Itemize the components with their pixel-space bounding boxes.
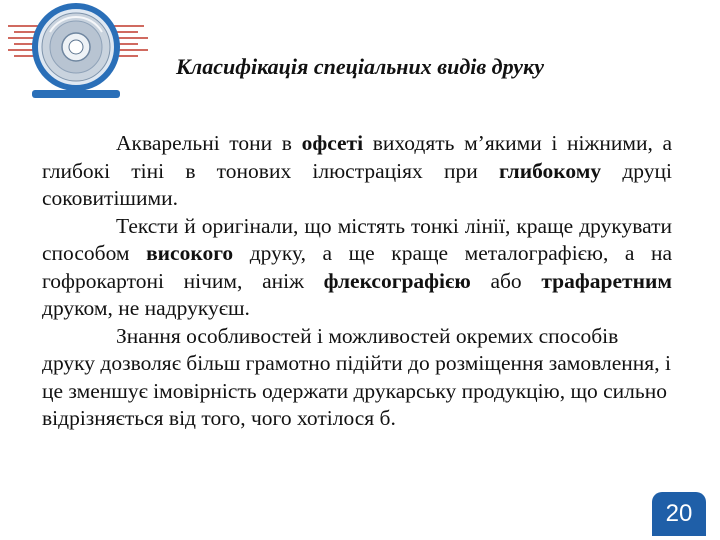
text-run: або xyxy=(470,268,542,293)
paragraph-offset-gravure xyxy=(42,130,672,213)
text-run: Знання особливостей і можливостей окремих способів друку дозволяє більш грамотно підійти до розміщення замовлення, і це зменшує імовірність одержати друкарську продукцію, що сильно відрізняється від того, чого хотілося б. xyxy=(42,323,671,430)
text-run: друку, а ще краще металографією, а на гофрокартоні нічим, аніж xyxy=(42,241,672,293)
slide-title: Класифікація спеціальних видів друку xyxy=(176,54,544,79)
text-run: Тексти й оригінали, що містять тонкі лінії, краще друкувати способом xyxy=(42,213,672,265)
paragraph-relief-flexo-screen xyxy=(42,213,672,323)
page-number-badge: 20 xyxy=(652,492,706,536)
disc-printing-logo-icon xyxy=(4,2,154,102)
bold-term: глибокому xyxy=(498,158,602,183)
text-run: друком, не надрукуєш. xyxy=(42,296,250,320)
paragraph-choosing-method xyxy=(42,323,672,433)
bold-term: флексографією xyxy=(323,268,471,293)
slide-body xyxy=(42,130,672,433)
bold-term: трафаретним xyxy=(541,268,672,293)
text-run: Акварельні тони в xyxy=(116,131,302,155)
bold-term: офсеті xyxy=(301,131,364,155)
text-run: виходять м’якими і ніжними, а глибокі тіні в тонових ілюстраціях при xyxy=(42,131,672,183)
bold-term: високого xyxy=(146,241,234,265)
text-run: друці соковитішими. xyxy=(42,158,672,210)
